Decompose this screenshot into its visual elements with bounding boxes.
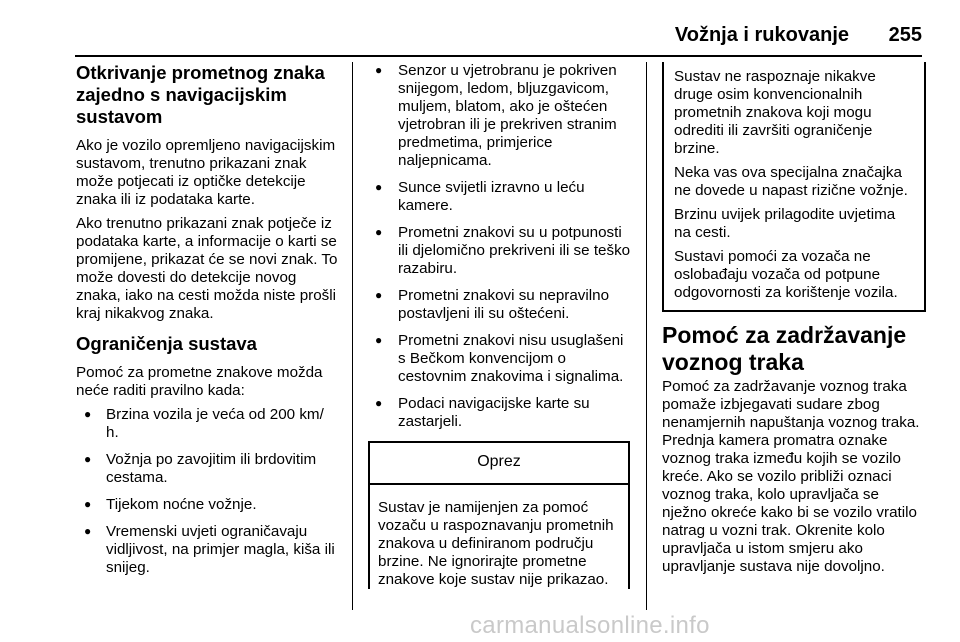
list-item: ● Vremenski uvjeti ograničavaju vidljivost, na primjer magla, kiša ili snijeg. [76,523,340,577]
limits-list-continued [368,62,634,431]
column-1 [76,62,340,586]
paragraph: Ako trenutno prikazani znak potječe iz podataka karte, a informacije o karti se promijene, prikazat će se novi znak. To može dovesti do detekcije novog znaka, iako na cesti možda niste prošli kraj nikakvog znaka. [76,215,338,322]
list-item: ● Tijekom noćne vožnje. [76,496,340,514]
paragraph: Pomoć za prometne znakove možda neće raditi pravilno kada: [76,364,323,399]
list-item: ● Podaci navigacijske karte su zastarjeli. [368,395,634,431]
list-item: ● Brzina vozila je veća od 200 km/ h. [76,406,340,442]
list-item: ● Prometni znakovi su nepravilno postavljeni ili su oštećeni. [368,287,634,323]
section-heading-lane-keep-assist: Pomoć za zadržavanje voznog traka [662,322,907,375]
list-item: ● Prometni znakovi nisu usuglašeni s Bečkom konvencijom o cestovnim znakovima i signalima. [368,332,634,386]
caution-box [368,441,630,589]
section-heading-sign-detection: Otkrivanje prometnog znaka zajedno s navigacijskim sustavom [76,62,325,127]
column-divider-1 [352,62,353,610]
page-header [0,24,922,54]
section-heading-system-limits: Ograničenja sustava [76,333,257,354]
caution-title: Oprez [370,443,628,485]
caution-box-continued [662,62,926,312]
caution-paragraph: Brzinu uvijek prilagodite uvjetima na cesti. [674,206,896,241]
column-3 [662,62,924,582]
paragraph: Pomoć za zadržavanje voznog traka pomaže izbjegavati sudare zbog nenamjernih napuštanja voznog traka. Prednja kamera promatra oznake voznog traka između kojih se vozilo kreće. Ako se vozilo približi oznaci voznog traka, kolo upravljača se nježno okreće kako bi se vozilo vratilo natrag u vozni trak. Okrenite kolo upravljača u istom smjeru ako upravljanje sustava nije dovoljno. [662,378,920,575]
list-item: ● Senzor u vjetrobranu je pokriven snijegom, ledom, bljuzgavicom, muljem, blatom, ako je oštećen vjetrobran ili je prekriven stranim predmetima, primjerice naljepnicama. [368,62,634,170]
limits-list [76,406,340,577]
header-divider [75,55,922,57]
column-divider-2 [646,62,647,610]
chapter-title: Vožnja i rukovanje [674,24,849,46]
list-item: ● Prometni znakovi su u potpunosti ili djelomično prekriveni ili se teško razabiru. [368,224,634,278]
caution-paragraph: Sustav ne raspoznaje nikakve druge osim konvencionalnih prometnih znakova koji mogu odrediti ili završiti ograničenje brzine. [674,68,876,157]
paragraph: Ako je vozilo opremljeno navigacijskim sustavom, trenutno prikazani znak može potjecati iz optičke detekcije znaka ili iz podataka karte. [76,137,336,208]
caution-text: Sustav je namijenjen za pomoć vozaču u raspoznavanju prometnih znakova u definiranom području brzine. Ne ignorirajte prometne znakove koje sustav nije prikazao. [378,499,614,588]
column-2 [368,62,634,589]
list-item: ● Sunce svijetli izravno u leću kamere. [368,179,634,215]
caution-paragraph: Neka vas ova specijalna značajka ne dovede u napast rizične vožnje. [674,164,908,199]
page-number: 255 [888,24,922,46]
list-item: ● Vožnja po zavojitim ili brdovitim cestama. [76,451,340,487]
watermark: carmanualsonline.info [470,612,710,639]
caution-paragraph: Sustavi pomoći za vozača ne oslobađaju vozača od potpune odgovornosti za korištenje vozila. [674,248,898,301]
